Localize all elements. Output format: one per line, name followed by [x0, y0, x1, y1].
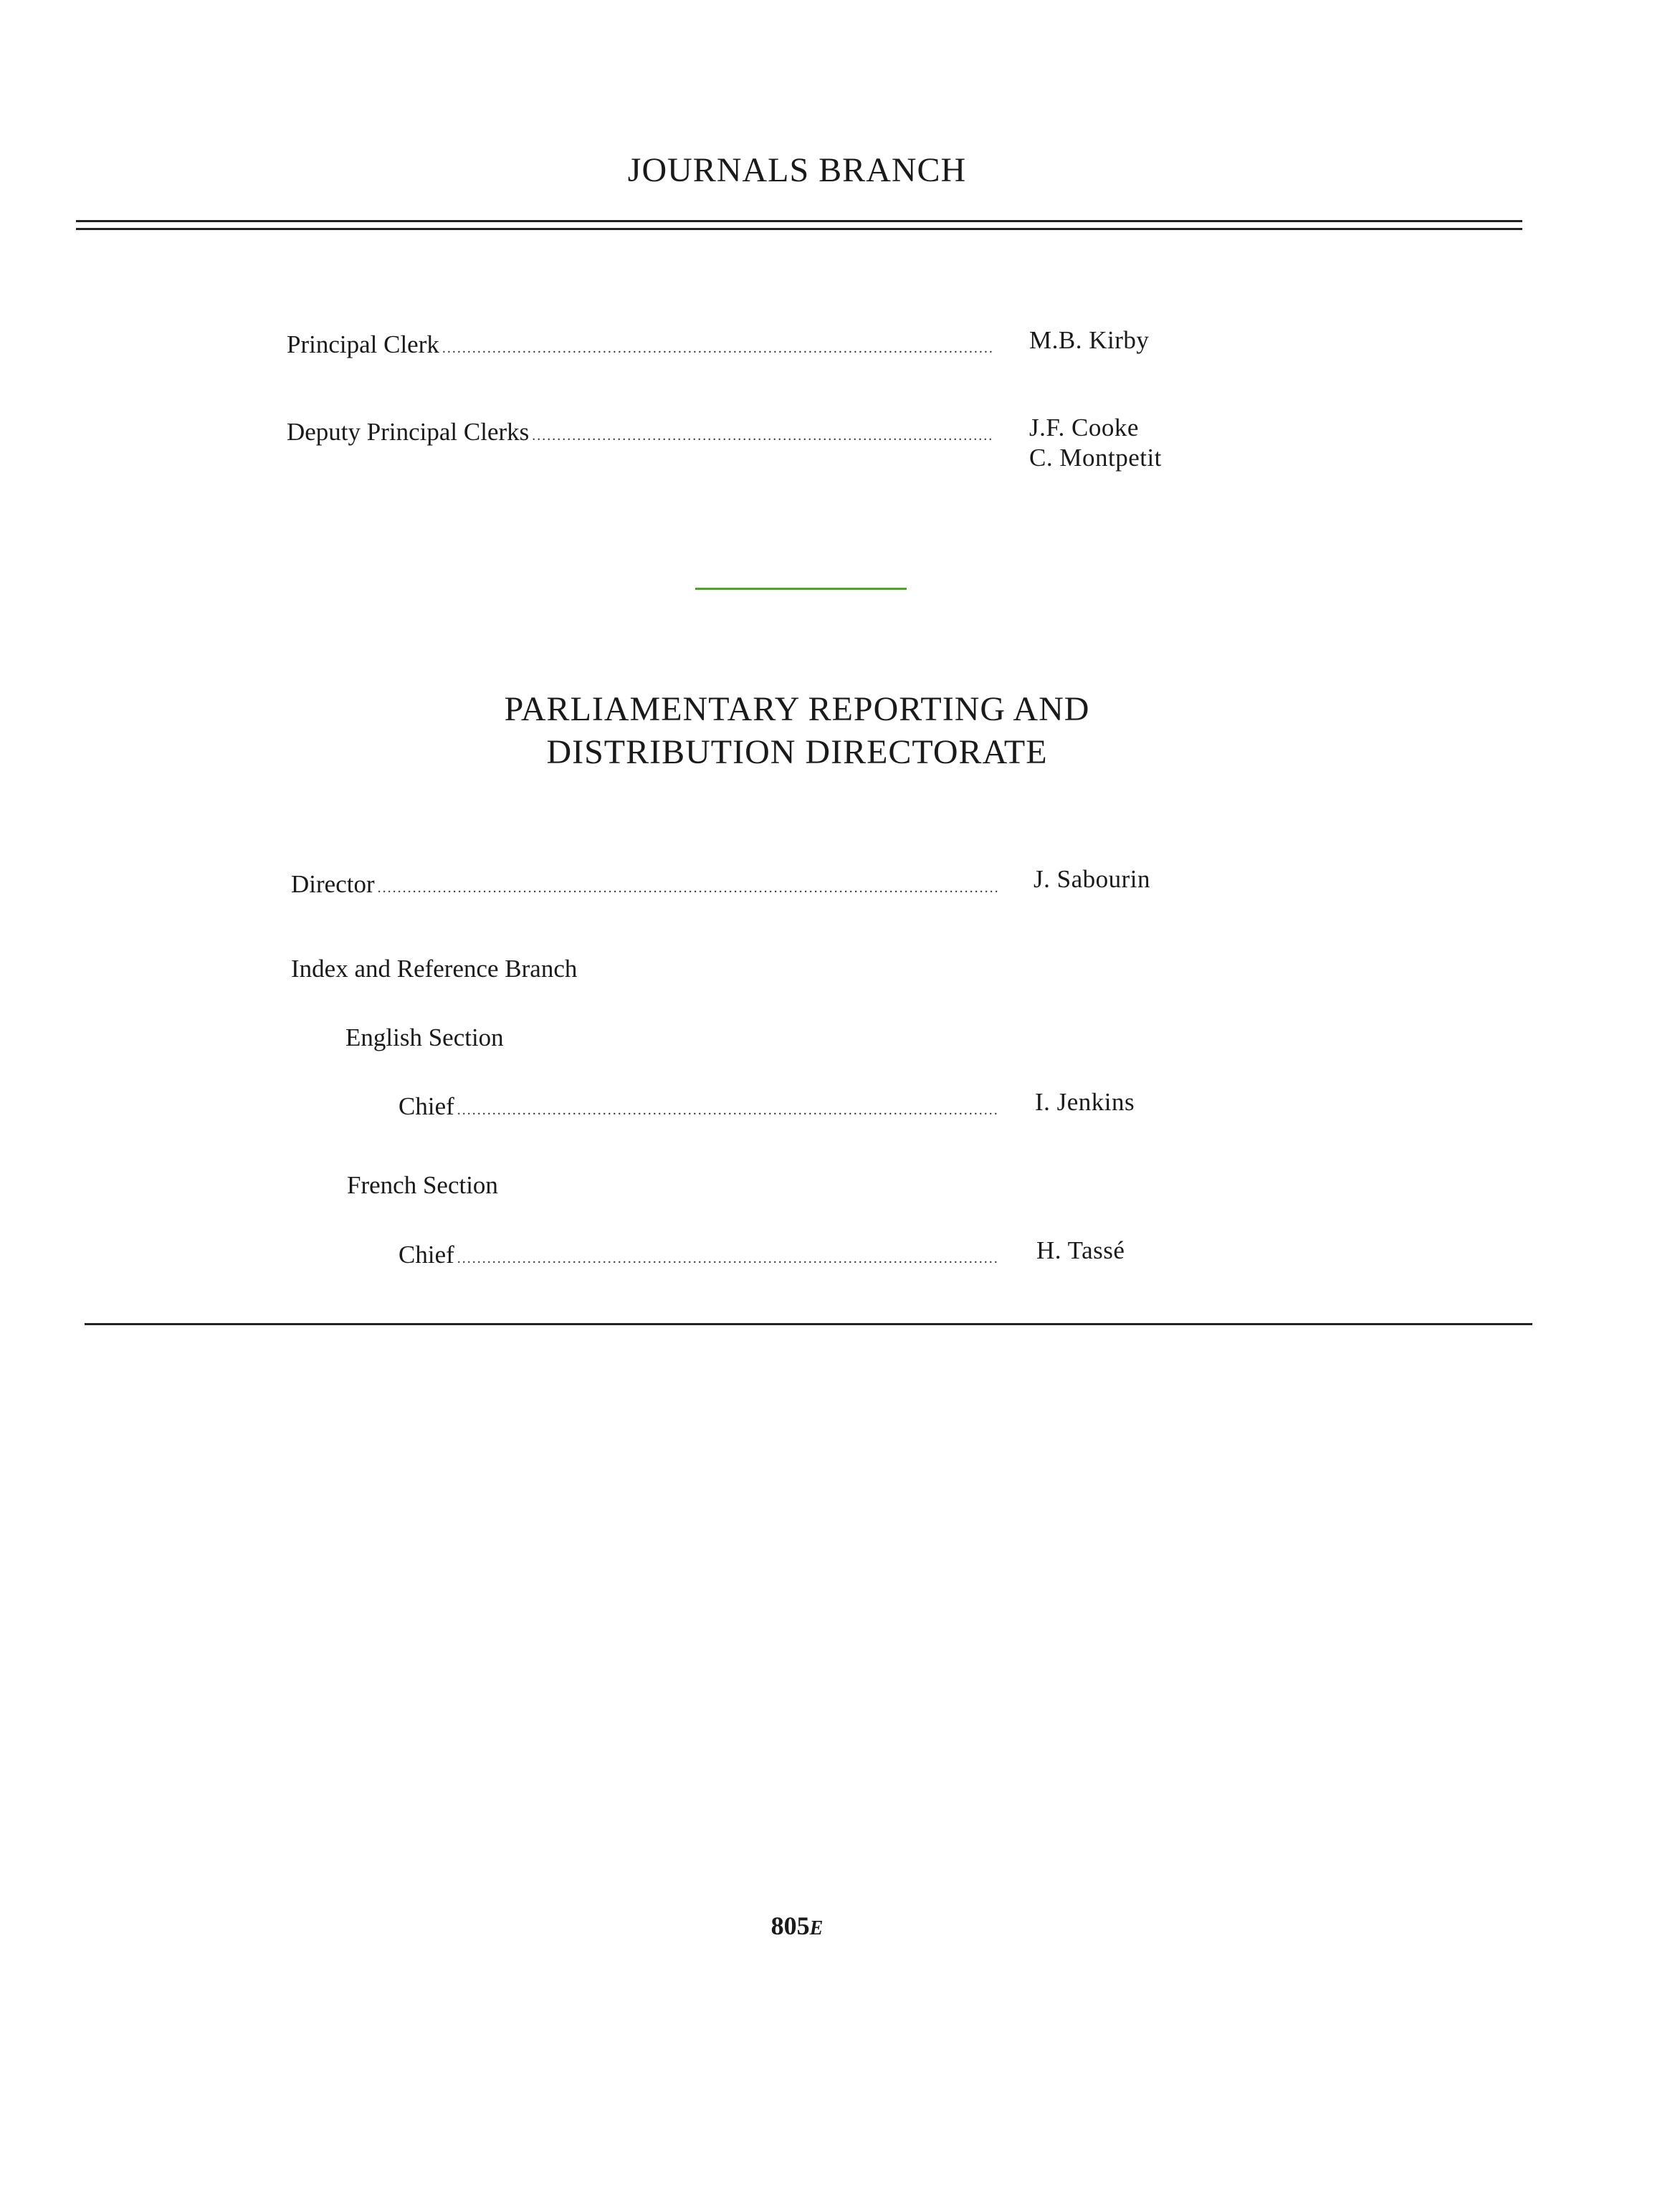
page-suffix: E: [809, 1917, 824, 1939]
director-entry: [291, 869, 1001, 903]
director-label: Director: [291, 870, 375, 898]
deputy-principal-clerks-names: [1029, 413, 1162, 473]
english-chief-entry: [398, 1092, 1002, 1125]
section-divider: [695, 588, 907, 590]
journals-branch-heading: JOURNALS BRANCH: [627, 151, 967, 189]
bottom-rule: [85, 1323, 1532, 1325]
directorate-heading-line2: DISTRIBUTION DIRECTORATE: [546, 733, 1048, 771]
french-section-label: French Section: [347, 1171, 498, 1199]
double-rule-bottom: [76, 228, 1522, 230]
directorate-heading-line1: PARLIAMENTARY REPORTING AND: [504, 690, 1090, 728]
deputy-clerk-name: J.F. Cooke: [1029, 414, 1139, 441]
french-chief-entry: [398, 1240, 1002, 1274]
principal-clerk-entry: [287, 330, 996, 363]
english-section-label: English Section: [345, 1023, 504, 1051]
dot-leader: [532, 421, 993, 451]
principal-clerk-label: Principal Clerk: [287, 330, 439, 358]
dot-leader: [457, 1095, 999, 1125]
deputy-principal-clerks-entry: [287, 417, 996, 451]
deputy-principal-clerks-label: Deputy Principal Clerks: [287, 418, 530, 446]
english-chief-name: I. Jenkins: [1035, 1088, 1135, 1116]
principal-clerk-name: M.B. Kirby: [1029, 326, 1150, 354]
director-name: J. Sabourin: [1034, 865, 1150, 893]
english-chief-label: Chief: [398, 1092, 454, 1120]
french-chief-label: Chief: [398, 1241, 454, 1269]
dot-leader: [442, 333, 993, 363]
dot-leader: [457, 1244, 999, 1274]
french-chief-name: H. Tassé: [1036, 1236, 1125, 1264]
index-reference-branch-label: Index and Reference Branch: [291, 955, 578, 983]
deputy-clerk-name: C. Montpetit: [1029, 444, 1162, 472]
directorate-heading: [0, 688, 1594, 774]
dot-leader: [378, 873, 998, 903]
page-number: 805E: [770, 1911, 824, 1940]
double-rule-top: [76, 220, 1522, 222]
